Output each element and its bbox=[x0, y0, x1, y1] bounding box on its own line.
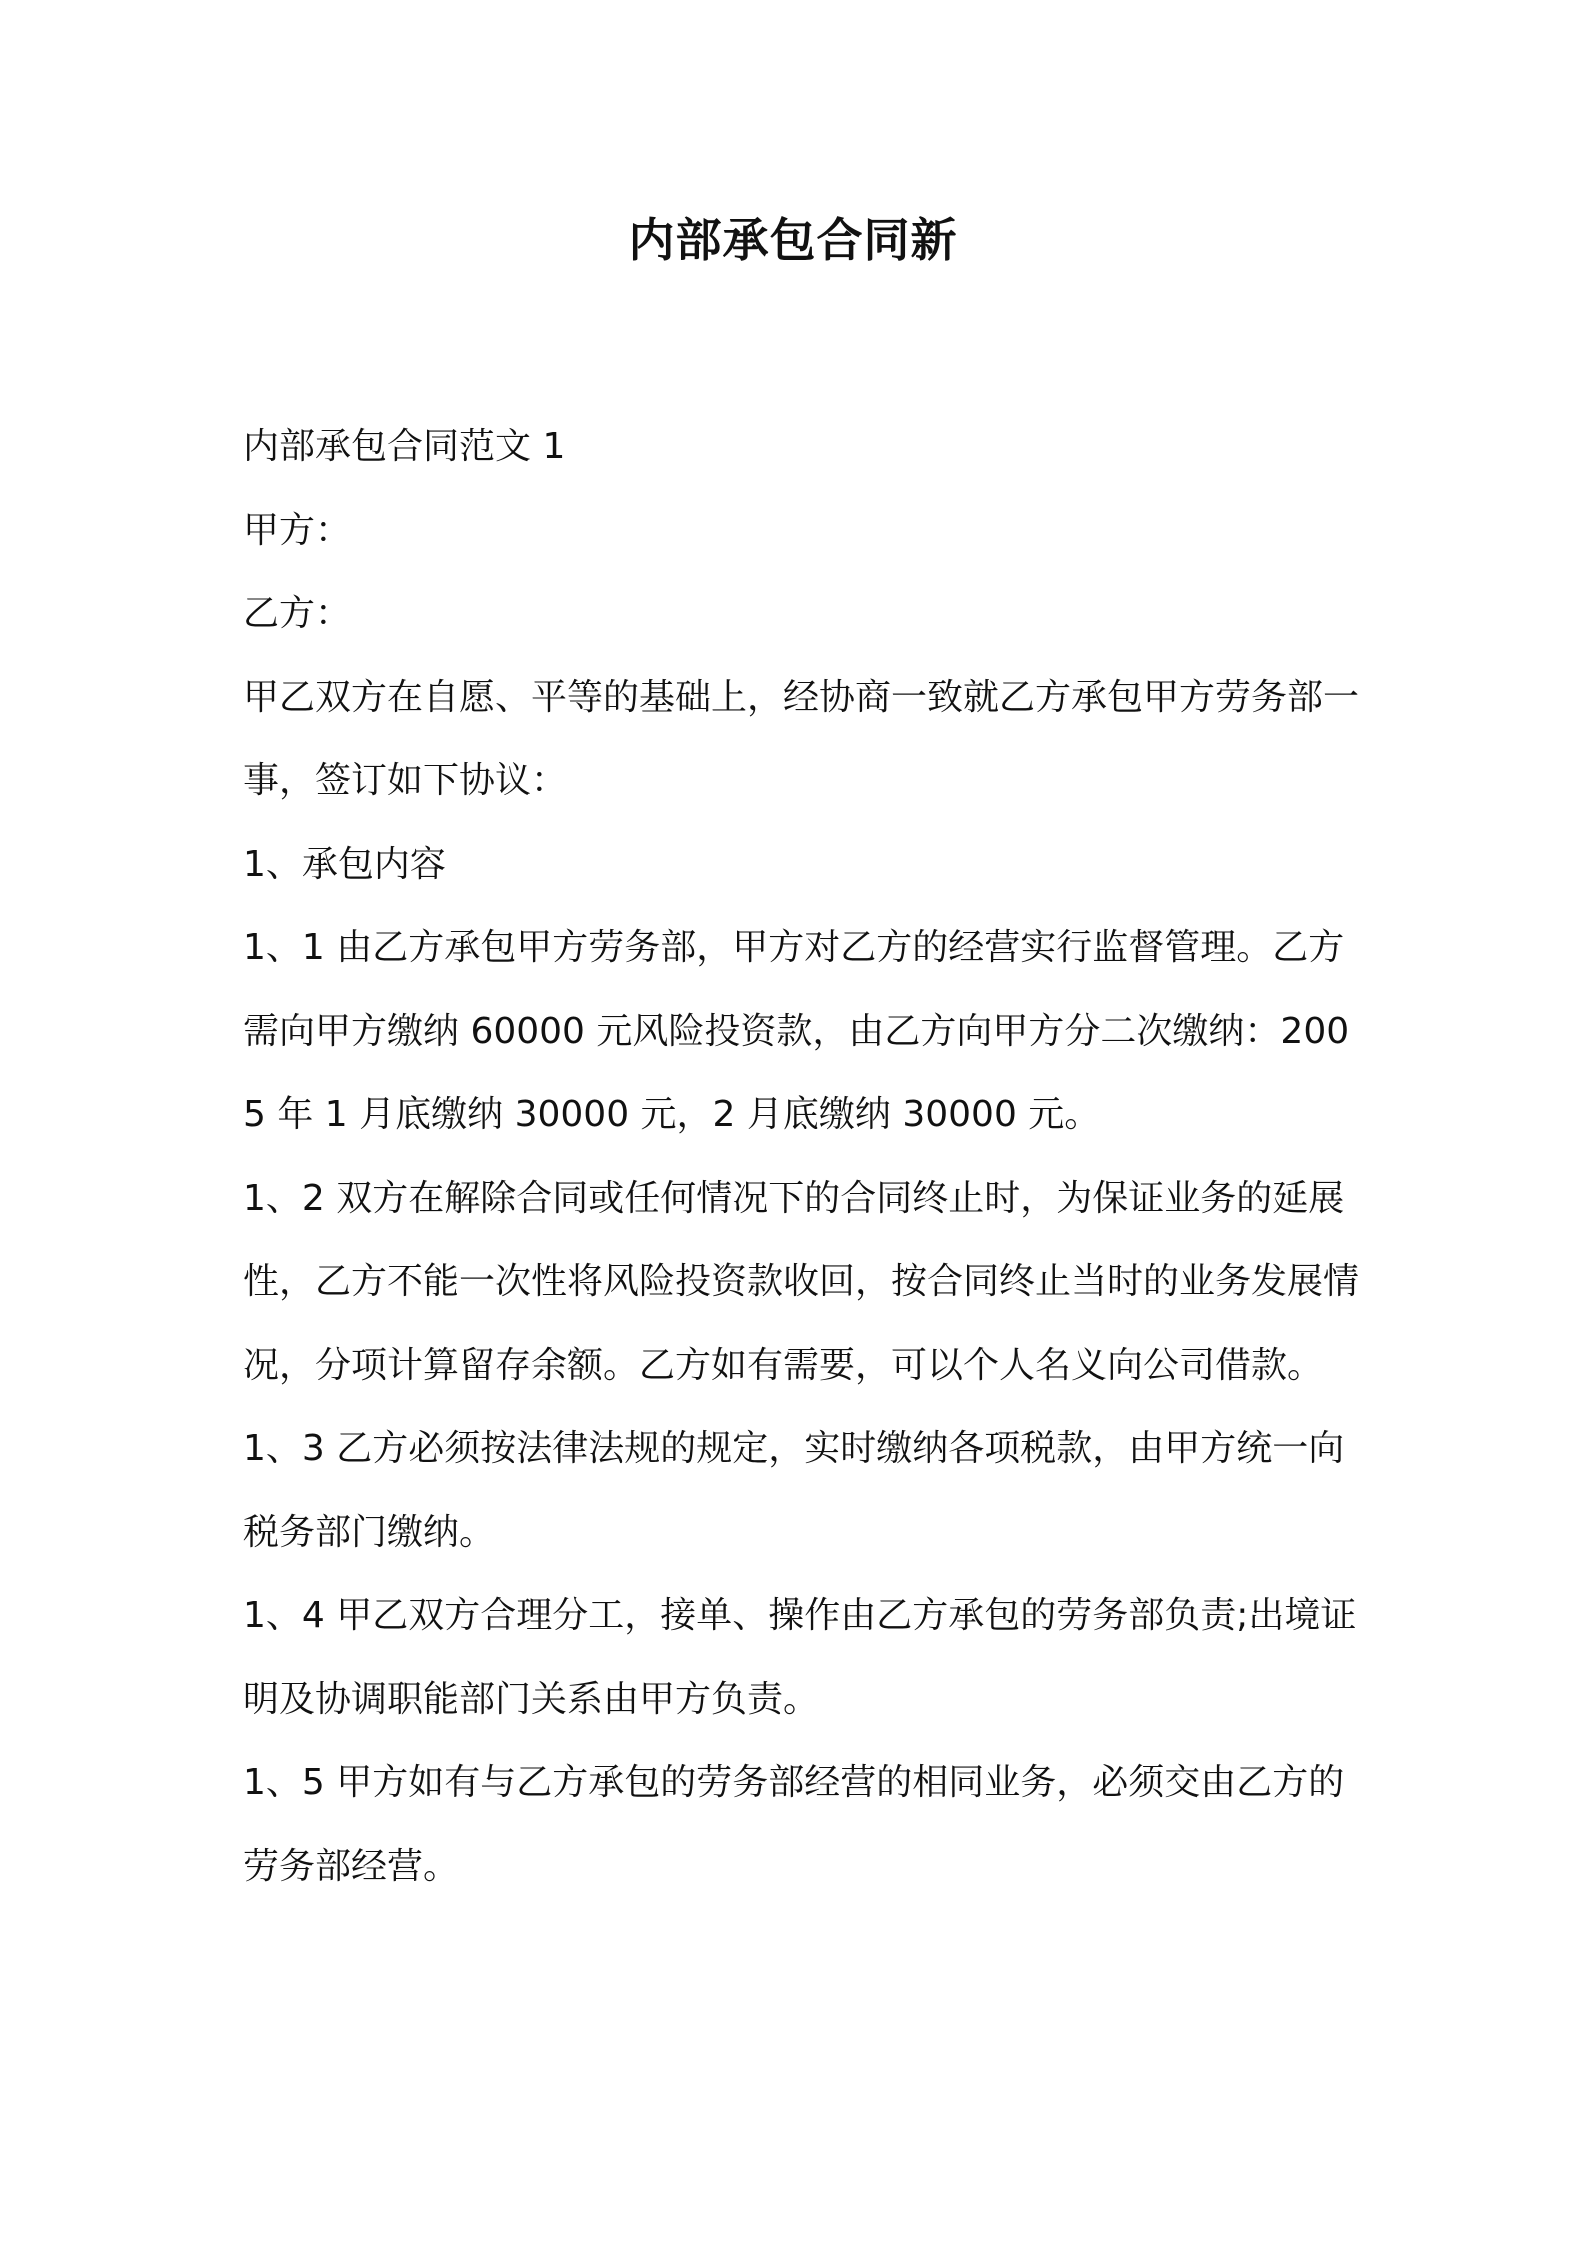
clause-1-3: 1、3 乙方必须按法律法规的规定，实时缴纳各项税款，由甲方统一向税务部门缴纳。 bbox=[243, 1428, 1345, 1553]
contract-subtitle: 内部承包合同范文 1 bbox=[243, 426, 566, 467]
clause-1-1: 1、1 由乙方承包甲方劳务部，甲方对乙方的经营实行监督管理。乙方需向甲方缴纳 60000 元风险投资款，由乙方向甲方分二次缴纳：2005 年 1 月底缴纳 30000 元，2 月底缴纳 30000 元。 bbox=[243, 927, 1350, 1135]
party-a-line: 甲方： bbox=[243, 509, 352, 551]
clause-1-4: 1、4 甲乙双方合理分工，接单、操作由乙方承包的劳务部负责;出境证明及协调职能部门关系由甲方负责。 bbox=[243, 1595, 1357, 1720]
document-title: 内部承包合同新 bbox=[628, 213, 958, 267]
clause-1-5: 1、5 甲方如有与乙方承包的劳务部经营的相同业务，必须交由乙方的劳务部经营。 bbox=[243, 1762, 1345, 1887]
clause-1-2: 1、2 双方在解除合同或任何情况下的合同终止时，为保证业务的延展性，乙方不能一次性将风险投资款收回，按合同终止当时的业务发展情况，分项计算留存余额。乙方如有需要，可以个人名义向公司借款。 bbox=[243, 1177, 1360, 1386]
document-body bbox=[243, 405, 1363, 1908]
section-heading-1: 1、承包内容 bbox=[243, 843, 446, 885]
preamble-paragraph: 甲乙双方在自愿、平等的基础上，经协商一致就乙方承包甲方劳务部一事，签订如下协议： bbox=[243, 676, 1360, 801]
party-b-line: 乙方： bbox=[243, 593, 352, 634]
